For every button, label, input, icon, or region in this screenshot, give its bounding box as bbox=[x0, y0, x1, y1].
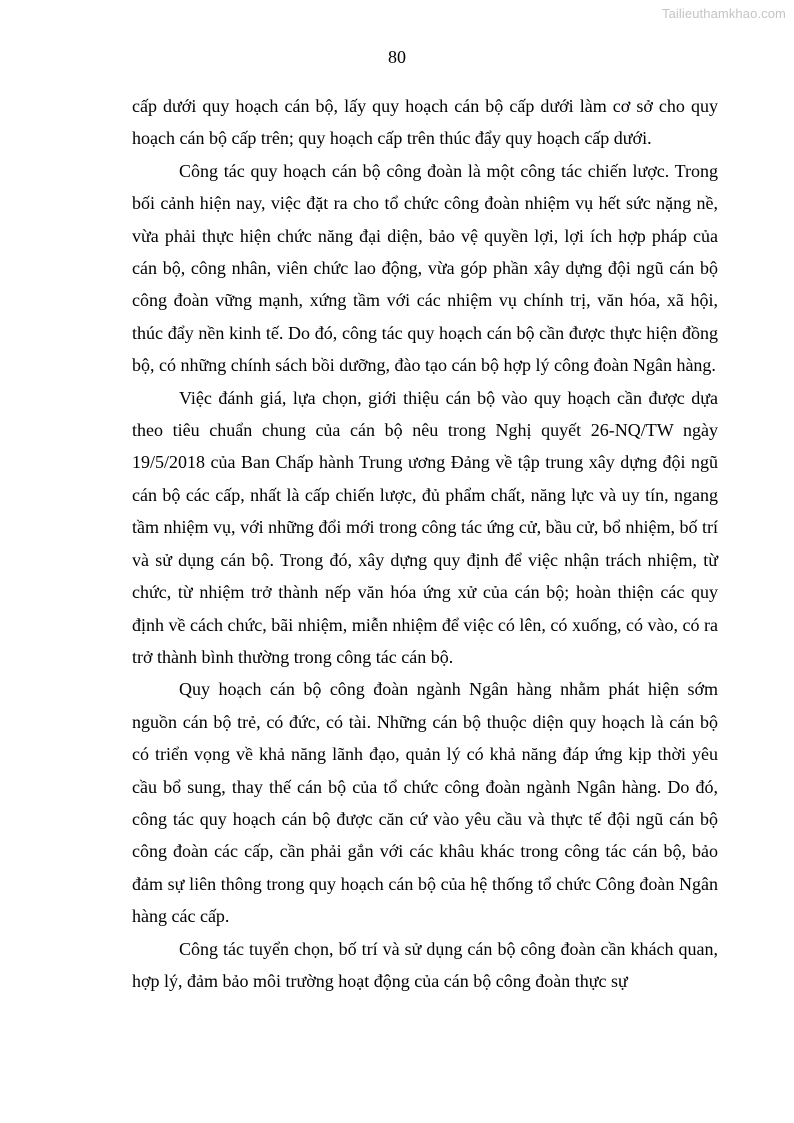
paragraph: Việc đánh giá, lựa chọn, giới thiệu cán bộ vào quy hoạch cần được dựa theo tiêu chuẩn chung của cán bộ nêu trong Nghị quyết 26-NQ/TW ngày 19/5/2018 của Ban Chấp hành Trung ương Đảng về tập trung xây dựng đội ngũ cán bộ các cấp, nhất là cấp chiến lược, đủ phẩm chất, năng lực và uy tín, ngang tầm nhiệm vụ, với những đổi mới trong công tác ứng cử, bầu cử, bổ nhiệm, bố trí và sử dụng cán bộ. Trong đó, xây dựng quy định để việc nhận trách nhiệm, từ chức, từ nhiệm trở thành nếp văn hóa ứng xử của cán bộ; hoàn thiện các quy định về cách chức, bãi nhiệm, miễn nhiệm để việc có lên, có xuống, có vào, có ra trở thành bình thường trong công tác cán bộ. bbox=[132, 387, 718, 667]
document-body bbox=[132, 90, 718, 997]
paragraph: Công tác quy hoạch cán bộ công đoàn là một công tác chiến lược. Trong bối cảnh hiện nay, việc đặt ra cho tổ chức công đoàn nhiệm vụ hết sức nặng nề, vừa phải thực hiện chức năng đại diện, bảo vệ quyền lợi, lợi ích hợp pháp của cán bộ, công nhân, viên chức lao động, vừa góp phần xây dựng đội ngũ cán bộ công đoàn vững mạnh, xứng tầm với các nhiệm vụ chính trị, văn hóa, xã hội, thúc đẩy nền kinh tế. Do đó, công tác quy hoạch cán bộ cần được thực hiện đồng bộ, có những chính sách bồi dưỡng, đào tạo cán bộ hợp lý công đoàn Ngân hàng. bbox=[132, 160, 718, 376]
page-number: 80 bbox=[388, 47, 406, 67]
paragraph: Quy hoạch cán bộ công đoàn ngành Ngân hàng nhằm phát hiện sớm nguồn cán bộ trẻ, có đức, có tài. Những cán bộ thuộc diện quy hoạch là cán bộ có triển vọng về khả năng lãnh đạo, quản lý có khả năng đáp ứng kịp thời yêu cầu bổ sung, thay thế cán bộ của tổ chức công đoàn ngành Ngân hàng. Do đó, công tác quy hoạch cán bộ được căn cứ vào yêu cầu và thực tế đội ngũ cán bộ công đoàn các cấp, cần phải gắn với các khâu khác trong công tác cán bộ, bảo đảm sự liên thông trong quy hoạch cán bộ của hệ thống tổ chức Công đoàn Ngân hàng các cấp. bbox=[132, 679, 718, 927]
watermark: Tailieuthamkhao.com bbox=[661, 6, 786, 21]
paragraph: Công tác tuyển chọn, bố trí và sử dụng cán bộ công đoàn cần khách quan, hợp lý, đảm bảo môi trường hoạt động của cán bộ công đoàn thực sự bbox=[132, 938, 718, 991]
paragraph-continued: cấp dưới quy hoạch cán bộ, lấy quy hoạch cán bộ cấp dưới làm cơ sở cho quy hoạch cán bộ cấp trên; quy hoạch cấp trên thúc đẩy quy hoạch cấp dưới. bbox=[132, 96, 718, 149]
